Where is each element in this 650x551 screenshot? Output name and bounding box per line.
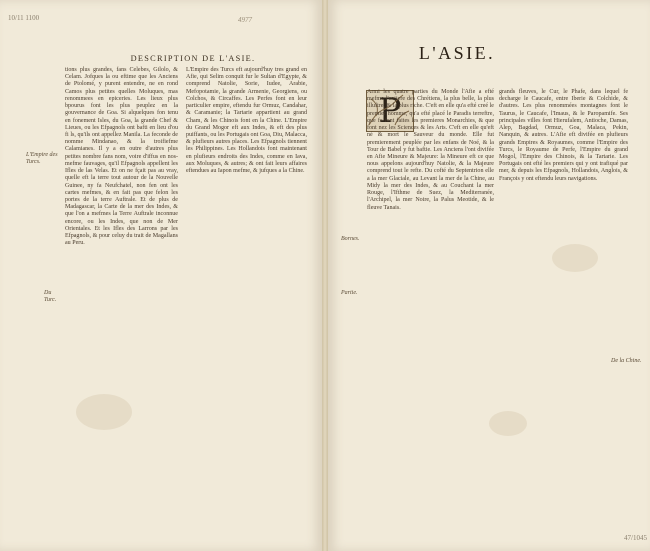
text-column: Armi les quatre parties du Monde l'Afie a efté mefme l'entiere des Chrétiens, la plus belle, la plus illuftre, & la plus riche. C'eft en elle qu'a efté creé le premier homme, qu'a efté placé le Paradis terreftre, que fe font faites les premieres Monarchies, & que font nez les Sciences & les Arts. C'eft en elle qu'eft né & mort le Sauveur du monde. Elle fut premierement peuplée par les enfans de Noé, & la Tour de Babel y fut baftie. Les Anciens l'ont divifée en Afie Mineure & Majeure: la Mineure eft ce que nous appelons aujourd'huy Natolie, & la Majeure comprend tout le refte. Du cofté du Septentrion elle a la mer Glaciale, au Levant la mer de la Chine, au Midy la mer des Indes, & au Couchant la mer Rouge, l'Ifthme de Suez, la Mediterranée, l'Archipel, la mer Noire, la Palus Meotide, & le fleuve Tanais. (367, 89, 494, 211)
margin-note: Du Turc. (44, 290, 57, 303)
right-page-title: L'ASIE. (418, 43, 496, 63)
margin-note: De la Chine. (611, 358, 642, 364)
paper-stain (489, 411, 527, 436)
paper-stain (552, 244, 598, 272)
margin-note: Partie. (341, 290, 358, 296)
right-page (328, 0, 650, 551)
margin-note: L'Empire des Turcs. (26, 152, 58, 165)
pencil-note: 10/11 1100 (8, 14, 40, 22)
paper-stain (76, 394, 132, 430)
left-page-title: DESCRIPTION DE L'ASIE. (130, 54, 256, 63)
margin-note: Bornes. (341, 236, 360, 242)
text-column: grands fleuves, le Cur, le Phafe, dans lequel fe decharge le Caucafe, entre Iberie & Colchide, & d'autres. Les plus renommées montagnes font le Taurus, le Caucafe, l'Imaus, & le Paropamife. Ses principales villes font Hierufalem, Antioche, Damas, Alep, Bagdad, Ormuz, Goa, Malaca, Pekin, Nanquin, & autres. L'Afie eft divifée en plufieurs grands Empires & Royaumes, comme l'Empire des Turcs, le Royaume de Perfe, l'Empire du grand Mogol, l'Empire des Chinois, & la Tartarie. Les Portugais ont efté les premiers qui y ont trafiqué par mer, & depuis les Efpagnols, Hollandois, Anglois, & François y ont eftendu leurs navigations. (499, 89, 628, 182)
text-column: L'Empire des Turcs eft aujourd'huy tres grand en Afie, qui Selim conquit fur le Sultan d'Egypte, & comprend Natolie, Sorie, Iudee, Arabie, Mefopotamie, la grande Armenie, Georgiens, ou Colchos, & Circaffes. Les Perfes font en leur particulier empire, eftendu fur Ormuz, Candahar, & Caramanie; la Tartarie appartient au grand Cham, & les Chinois font en la Chine. L'Empire du Grand Mogor eft aux Indes, & eft des plus puiffants, ou les Portugais ont Goa, Diu, Malacca, & plufieurs autres places. Les Efpagnols tiennent les Philippines. Les Hollandois font maintenant en plufieurs endroits des Indes, comme en Iava, aux Moluques, & autres; & ont fait leurs affaires eftendues au Iapon mefme, & jufques a la Chine. (186, 67, 307, 175)
pencil-note: 4977 (238, 16, 252, 24)
text-column: tions plus grandes, fans Celebes, Gilolo, & Celam. Jofques la ou eftime que les Anciens de Ptolomé, y purent entendre, ne en rond Camos plus petites quelles Moluques, mas renommees en epiceries. Les lieux plus bpourus font les plus peuplez en la gouvernance de Goa. Si alquelques fon tenu en fonement Isles, du Goa, la grande Chef & Lieues, ou les Efpagnols ont bafti en lieu d'ou fi ls, qu'ils ont appellez Manila. La feconde de nomme Mindanao, & la troifiefme Calamianes. Il y a en outre d'autres plus petites nombre fans nom, voire d'iffus en nos-mefme fauvages, qu'il Efpagnols appellent les Ifles de las Velas. Et on ne fçait pas au vray, quelle eft la terre tout autour de la Nouvelle Guinee, ny fa Neufchatel, non fen ont les cartes mefmes, & en fait pas que felon les portes de la terre Auftrale. Et de plus de Madagascar, la Carte de la mer des Indes, & que l'on a mefmes la Terre Auftrale inconnue encore, ou les Indes, que non de Mer Orientales. Et les Ifles des Larrons par les Efpagnols, & pour celuy du trait de Magallans au Peru. (65, 67, 178, 247)
initial-letter: P (378, 91, 402, 131)
pencil-note: 47/1045 (624, 534, 647, 542)
